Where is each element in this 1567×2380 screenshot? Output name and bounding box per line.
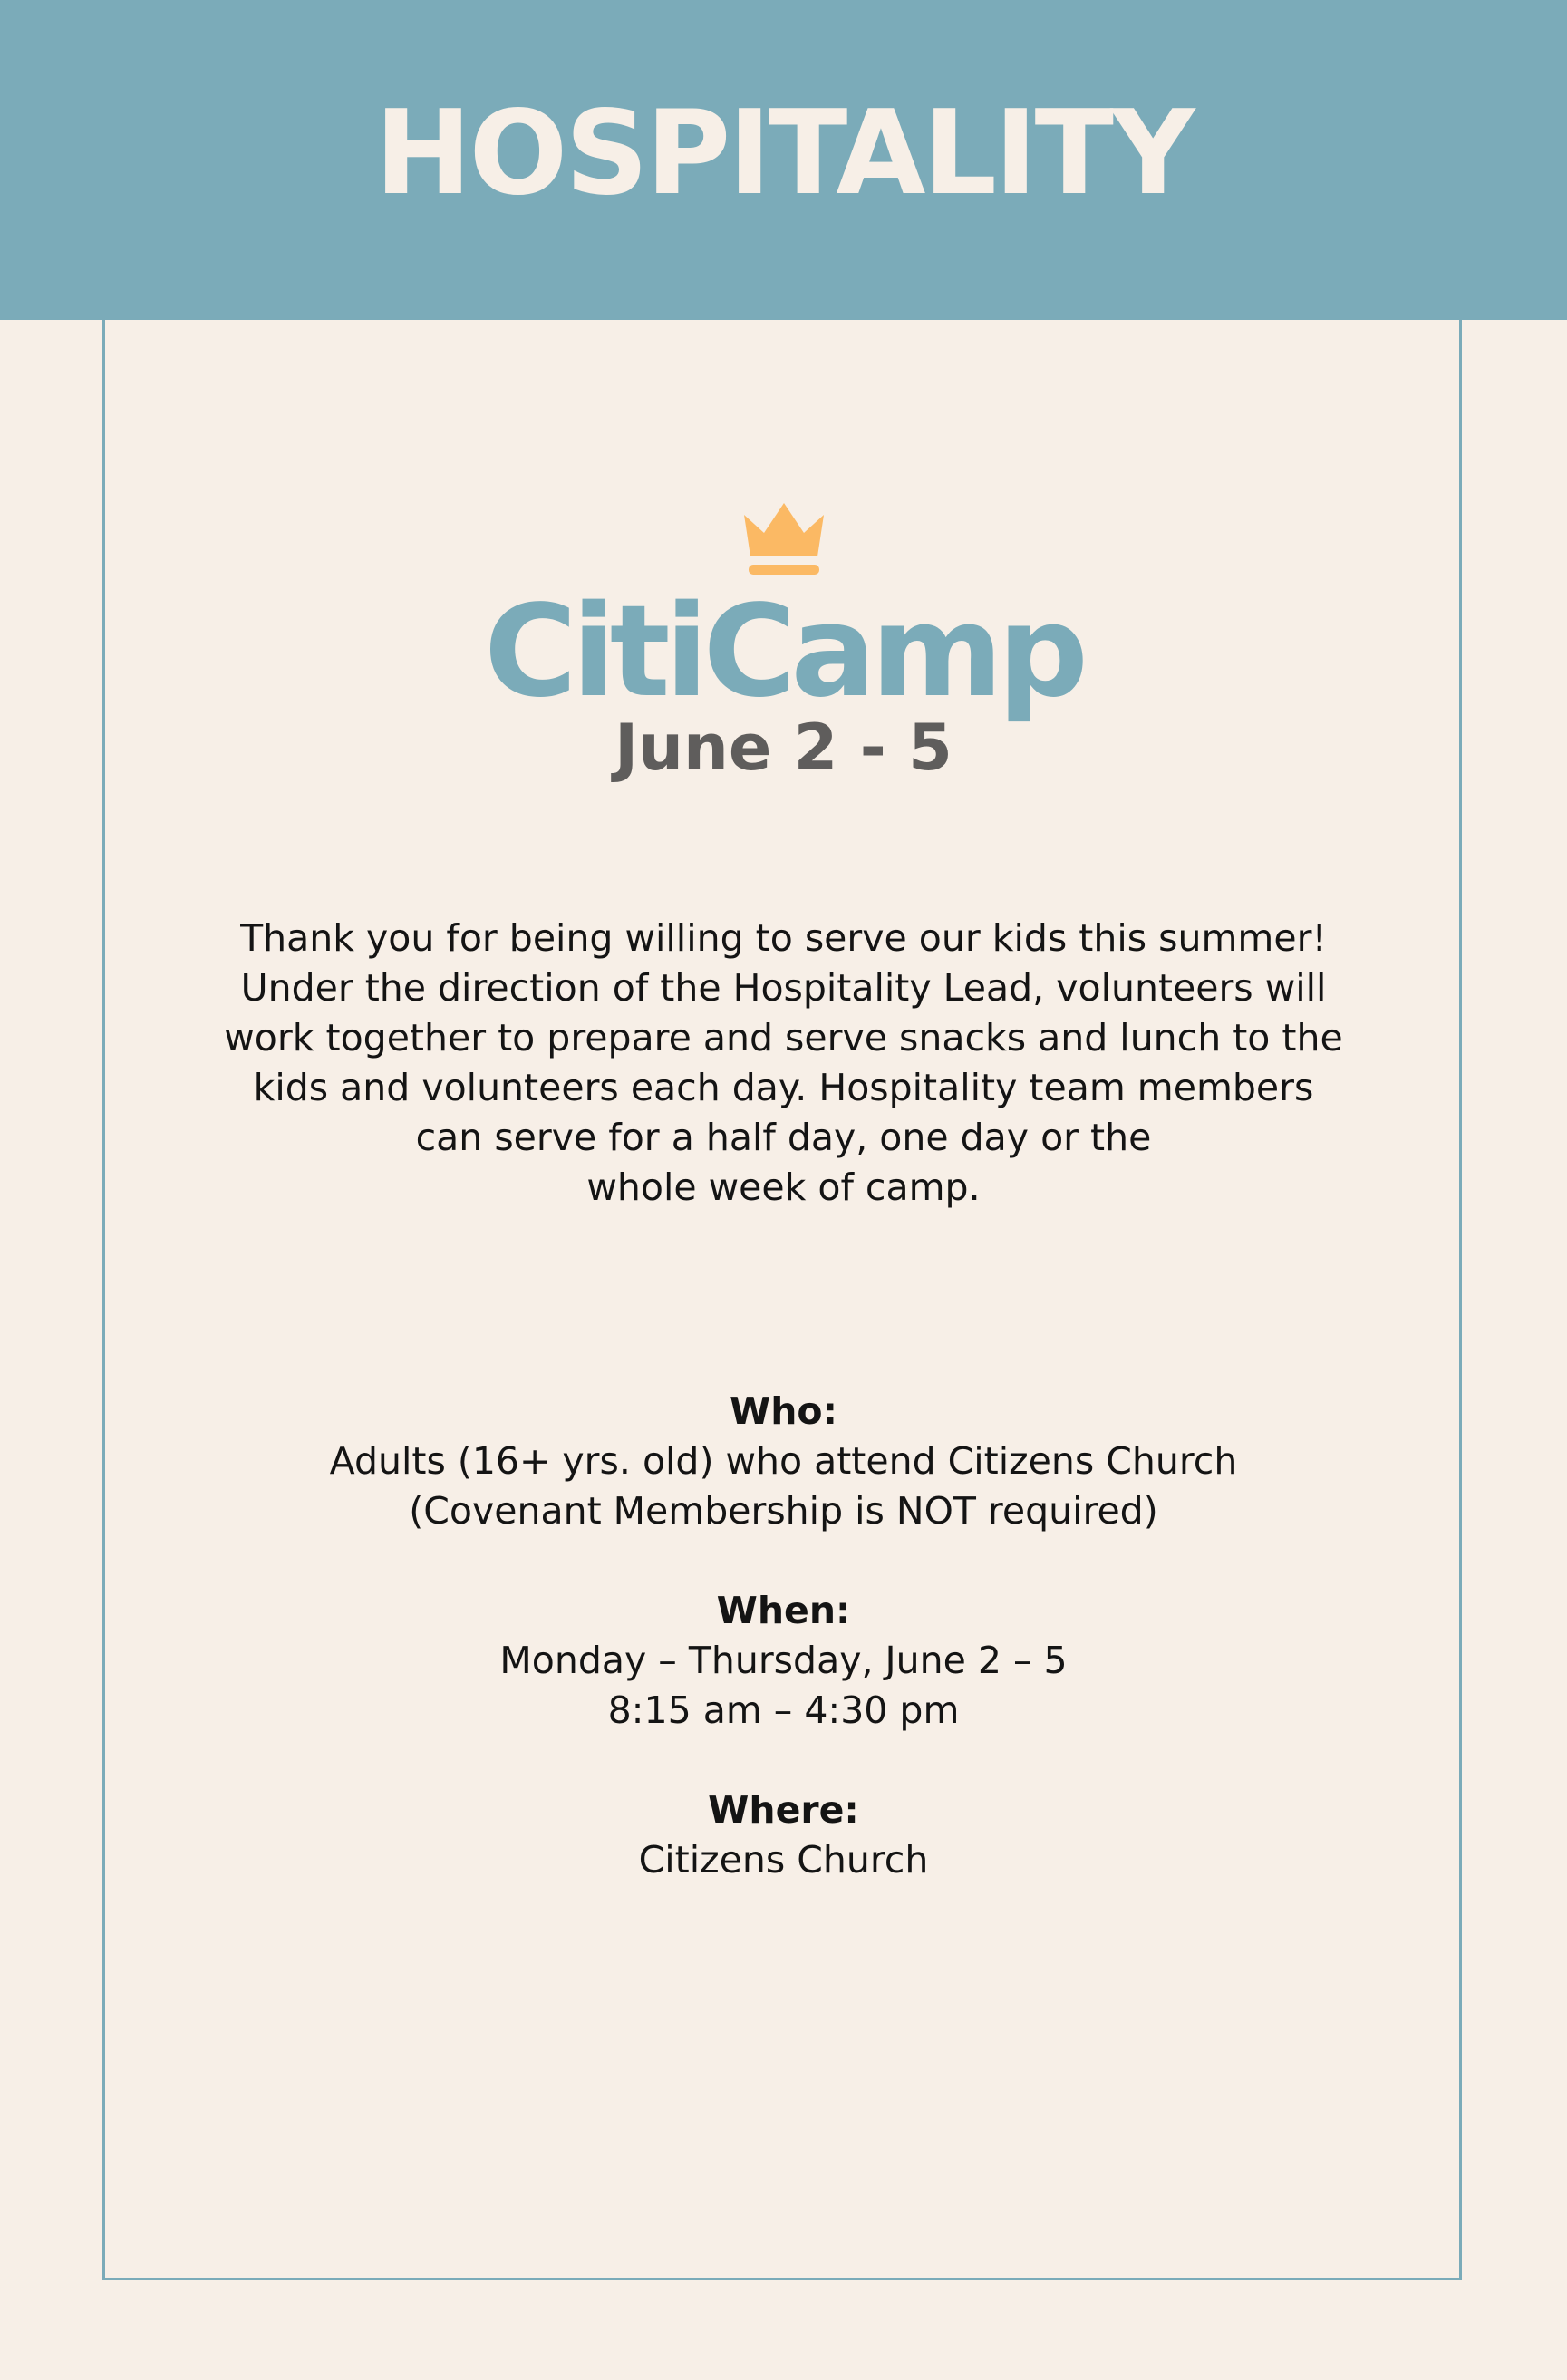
header-banner (0, 0, 1567, 320)
when-line: Monday – Thursday, June 2 – 5 (499, 1639, 1068, 1682)
crown-icon (741, 500, 827, 576)
who-label: Who: (730, 1389, 837, 1433)
camp-dates: June 2 - 5 (614, 711, 953, 785)
details-section (145, 1387, 1422, 1935)
page-title: HOSPITALITY (374, 85, 1193, 221)
who-line: (Covenant Membership is NOT required) (409, 1489, 1158, 1533)
intro-line: work together to prepare and serve snacks and lunch to the (224, 1016, 1343, 1059)
intro-line: Thank you for being willing to serve our kids this summer! (240, 916, 1327, 960)
citicamp-logo (0, 500, 1567, 785)
who-line: Adults (16+ yrs. old) who attend Citizens Church (329, 1439, 1238, 1483)
intro-line: whole week of camp. (586, 1166, 981, 1209)
when-block (145, 1586, 1422, 1736)
intro-paragraph (145, 914, 1422, 1213)
when-label: When: (716, 1589, 851, 1632)
when-line: 8:15 am – 4:30 pm (607, 1688, 960, 1732)
intro-line: Under the direction of the Hospitality Lead, volunteers will (240, 966, 1327, 1010)
logo-name: CitiCamp (484, 578, 1083, 726)
who-block (145, 1387, 1422, 1536)
intro-line: can serve for a half day, one day or the (415, 1116, 1152, 1159)
where-line: Citizens Church (638, 1838, 929, 1882)
intro-line: kids and volunteers each day. Hospitality team members (253, 1066, 1314, 1109)
where-block (145, 1785, 1422, 1885)
where-label: Where: (708, 1788, 859, 1832)
